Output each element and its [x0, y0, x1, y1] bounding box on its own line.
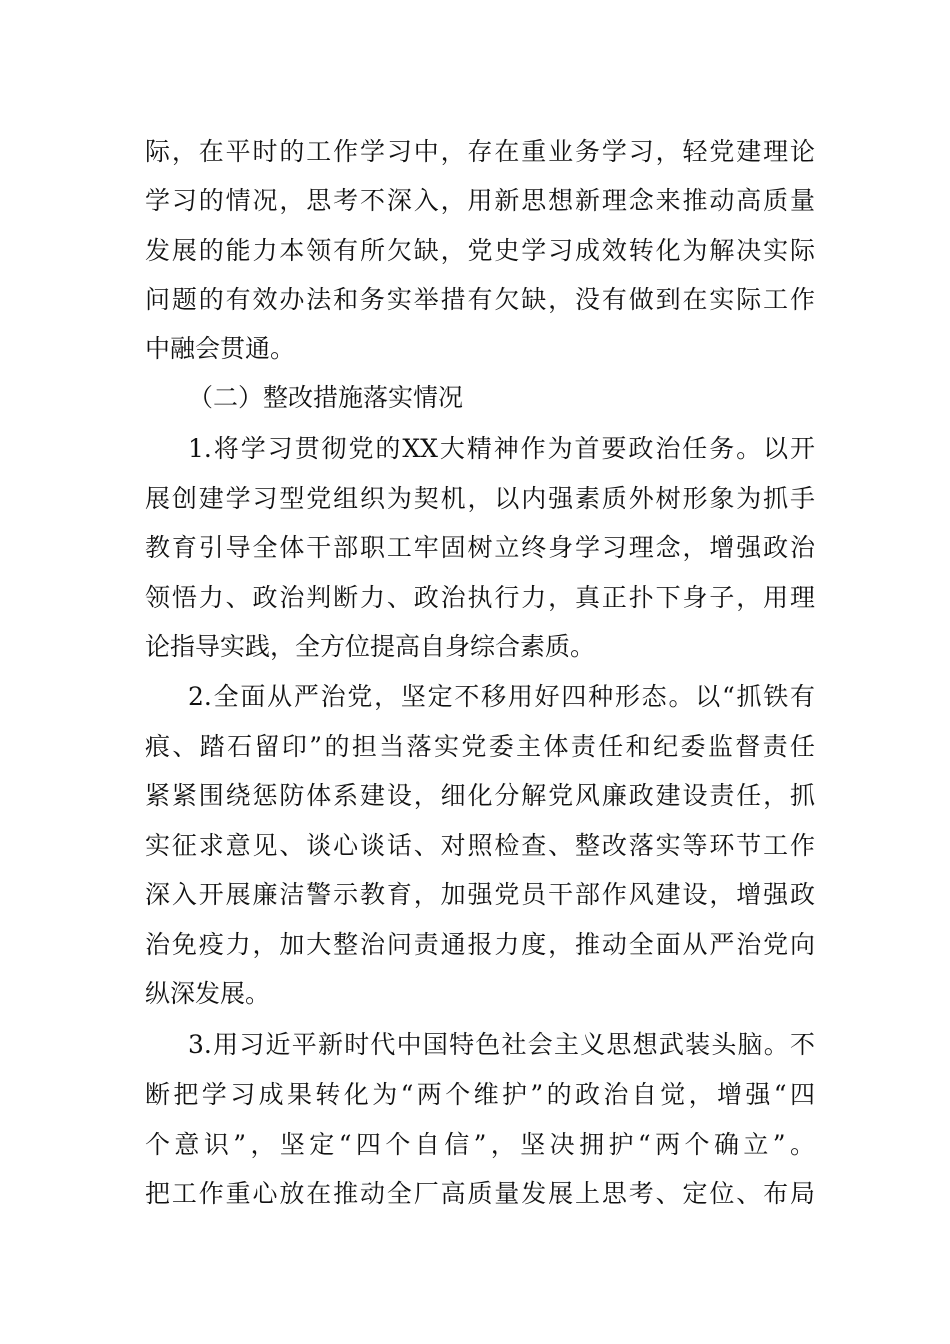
paragraph-line: 发展的能力本领有所欠缺，党史学习成效转化为解决实际 [145, 236, 815, 265]
item-2-line: 紧紧围绕惩防体系建设，细化分解党风廉政建设责任，抓 [145, 781, 815, 810]
paragraph-line: 问题的有效办法和务实举措有欠缺，没有做到在实际工作 [145, 285, 815, 314]
paragraph-line: 际，在平时的工作学习中，存在重业务学习，轻党建理论 [145, 137, 815, 166]
item-1-line: 领悟力、政治判断力、政治执行力，真正扑下身子，用理 [145, 583, 815, 612]
item-2-line: 实征求意见、谈心谈话、对照检查、整改落实等环节工作 [145, 831, 815, 860]
item-1-line: 论指导实践，全方位提高自身综合素质。 [145, 632, 596, 661]
item-2-line: 治免疫力，加大整治问责通报力度，推动全面从严治党向 [145, 930, 815, 959]
section-heading: （二）整改措施落实情况 [188, 383, 464, 412]
item-1-line: 1.将学习贯彻党的XX大精神作为首要政治任务。以开 [188, 434, 815, 463]
item-2-line: 痕、踏石留印”的担当落实党委主体责任和纪委监督责任 [145, 732, 815, 761]
item-2-line: 纵深发展。 [145, 979, 271, 1008]
item-2-line: 深入开展廉洁警示教育，加强党员干部作风建设，增强政 [145, 880, 815, 909]
item-3-line: 把工作重心放在推动全厂高质量发展上思考、定位、布局 [145, 1179, 815, 1208]
item-1-line: 展创建学习型党组织为契机，以内强素质外树形象为抓手 [145, 484, 815, 513]
paragraph-line: 学习的情况，思考不深入，用新思想新理念来推动高质量 [145, 186, 815, 215]
item-3-line: 断把学习成果转化为“两个维护”的政治自觉，增强“四 [145, 1080, 815, 1109]
item-3-line: 个意识”，坚定“四个自信”，坚决拥护“两个确立”。 [145, 1130, 815, 1159]
item-3-line: 3.用习近平新时代中国特色社会主义思想武装头脑。不 [188, 1030, 815, 1059]
paragraph-line: 中融会贯通。 [145, 334, 296, 363]
item-2-line: 2.全面从严治党，坚定不移用好四种形态。以“抓铁有 [188, 682, 815, 711]
item-1-line: 教育引导全体干部职工牢固树立终身学习理念，增强政治 [145, 533, 815, 562]
